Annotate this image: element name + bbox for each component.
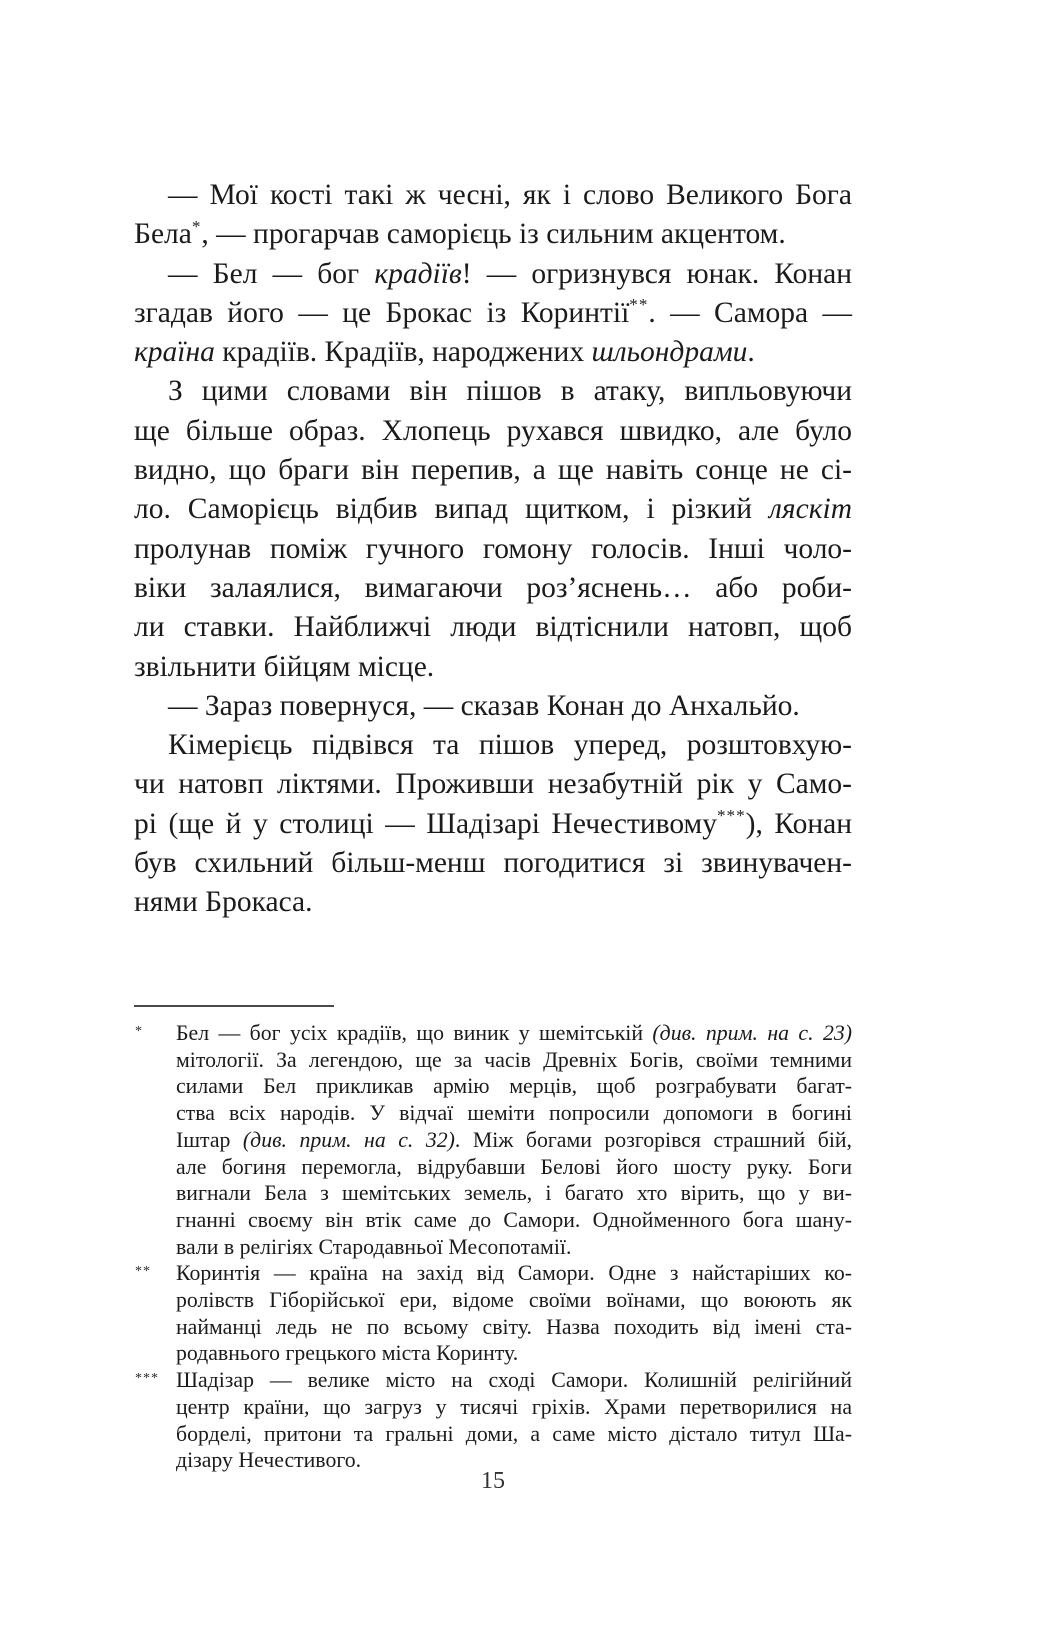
body-line [134,608,852,647]
text-run: ще більше образ. Хлопець рухався швидко, але було [134,414,852,447]
body-line [134,726,852,765]
footnote-line [176,1073,852,1100]
italic-text-run: (див. прим. на с. 32) [242,1127,455,1152]
text-run: ролівств Гіборійської ери, відоме своїми воїнами, що воюють як [176,1288,852,1313]
body-line [134,569,852,608]
text-run: центр країни, що загруз у тисячі гріхів. Храми перетворилися на [176,1394,852,1419]
body-line [134,883,852,922]
footnote-line [176,1421,852,1448]
body-line [134,412,852,451]
text-run: родавнього грецького міста Коринту. [176,1341,519,1366]
text-run: згадав його — це Брокас із Коринтії [134,296,630,329]
footnote-line [176,1287,852,1314]
footnote-line [176,1127,852,1154]
footnote-line [176,1154,852,1181]
text-run: гнанні своєму він втік саме до Самори. Однойменного бога шану- [176,1207,852,1232]
text-run: чи натовп ліктями. Проживши незабутній рік у Само- [134,768,852,801]
body-line [134,215,852,254]
text-run: мітології. За легендою, ще за часів Древніх Богів, своїми темними [176,1047,852,1072]
italic-text-run: шльондрами [591,336,748,369]
text-run: . [747,336,755,369]
body-line [134,844,852,883]
body-line [134,648,852,687]
text-run: борделі, притони та гральні доми, а саме місто дістало титул Ша- [176,1421,852,1446]
body-line [134,530,852,569]
text-run: . Між богами розгорівся страшний бій, [454,1127,852,1152]
text-run: але богиня перемогла, відрубавши Белові його шосту руку. Боги [176,1154,852,1179]
text-run: Коринтія — країна на захід від Самори. Одне з найстаріших ко- [176,1261,852,1286]
text-run: віки залаялися, вимагаючи роз’яснень… або роби- [134,571,852,604]
footnote-line [176,1394,852,1421]
text-run: Шадізар — велике місто на сході Самори. Колишній релігійний [176,1368,852,1393]
text-run: був схильний більш-менш погодитися зі звинувачен- [134,847,852,880]
footnote [134,1367,852,1474]
footnote-line [176,1100,852,1127]
text-run: — Зараз повернуся, — сказав Конан до Анхальйо. [168,689,800,722]
body-text [134,176,852,923]
footnote-ref-marker: ** [629,295,649,315]
body-line [134,805,852,844]
footnotes [134,1020,852,1474]
text-run: нями Брокаса. [134,886,313,919]
text-run: — Мої кості такі ж чесні, як і слово Великого Бога [168,179,852,211]
body-line [134,490,852,529]
italic-text-run: ляскіт [769,493,852,526]
footnote-line [176,1367,852,1394]
footnote-marker: ** [135,1264,151,1280]
footnote-line [176,1047,852,1074]
body-line [134,451,852,490]
footnote-line [176,1180,852,1207]
text-run: ли ставки. Найближчі люди відтіснили натовп, щоб [134,611,852,644]
text-run: Іштар [176,1127,243,1152]
text-run: . — Самора — [648,296,852,329]
body-line [134,255,852,294]
body-line [134,176,852,215]
footnote-line [176,1234,852,1261]
footnote-ref-marker: *** [716,806,746,826]
italic-text-run: крадіїв [374,257,462,290]
text-run: З цими словами він пішов в атаку, випльовуючи [168,375,852,408]
text-run: вигнали Бела з шемітських земель, і багато хто вірить, що у ви- [176,1181,852,1206]
text-run: Бел — бог усіх крадіїв, що виник у шемітській [176,1021,653,1045]
paragraph [134,726,852,922]
footnote [134,1260,852,1367]
text-run: пролунав поміж гучного гомону голосів. Інші чоло- [134,532,852,565]
text-run: Кімерієць підвівся та пішов уперед, розштовхую- [168,729,852,762]
body-line [134,333,852,372]
footnote-line [176,1020,852,1047]
footnote-marker: *** [135,1371,159,1387]
body-line [134,765,852,804]
footnote-separator [134,1005,334,1007]
footnote-marker: * [135,1024,143,1039]
paragraph [134,255,852,373]
text-run: дізару Нечестивого. [176,1448,362,1473]
paragraph [134,687,852,726]
body-line [134,294,852,333]
text-run: крадіїв. Крадіїв, народжених [214,336,592,369]
text-run: ), Конан [745,807,852,840]
text-run: — Бел — бог [168,257,375,290]
text-run: ло. Саморієць відбив випад щитком, і різкий [134,493,770,526]
footnote-line [176,1260,852,1287]
italic-text-run: країна [134,336,215,369]
paragraph [134,176,852,255]
text-run: , — прогарчав саморієць із сильним акцентом. [201,218,786,251]
body-line [134,687,852,726]
footnote-ref-marker: * [191,216,202,236]
text-run: ! — огризнувся юнак. Конан [461,257,852,290]
italic-text-run: (див. прим. на с. 23) [652,1021,852,1045]
text-run: ства всіх народів. У відчаї шеміти попросили допомоги в богині [176,1101,852,1126]
text-run: видно, що браги він перепив, а ще навіть сонце не сі- [134,454,852,487]
footnote [134,1020,852,1260]
footnote-line [176,1340,852,1367]
text-run: звільнити бійцям місце. [134,650,435,683]
footnote-line [176,1207,852,1234]
text-run: вали в релігіях Стародавньої Месопотамії. [176,1234,572,1259]
text-run: силами Бел прикликав армію мерців, щоб розграбувати багат- [176,1074,852,1099]
text-run: Бела [134,218,192,251]
text-run: найманці ледь не по всьому світу. Назва походить від імені ста- [176,1314,852,1339]
page-number: 15 [481,1468,505,1494]
footnote-line [176,1314,852,1341]
paragraph [134,372,852,686]
body-line [134,372,852,411]
text-run: рі (ще й у столиці — Шадізарі Нечестивому [134,807,717,840]
